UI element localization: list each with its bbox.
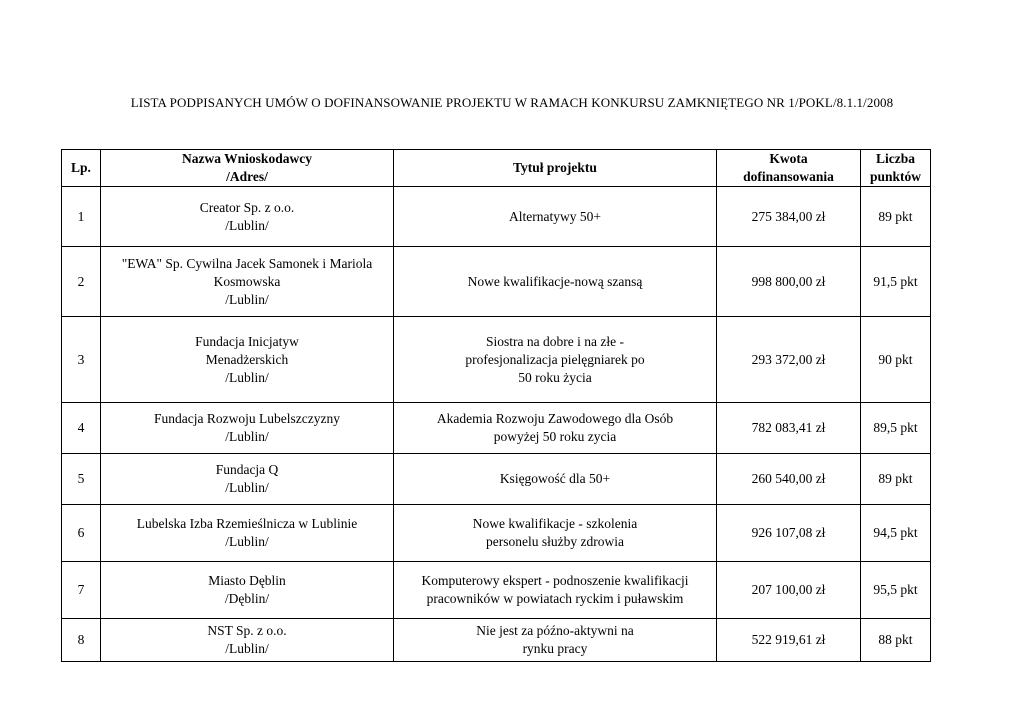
cell-applicant-line: /Lublin/ (225, 369, 269, 385)
cell-points: 95,5 pkt (861, 562, 931, 619)
cell-applicant-line: Menadżerskich (205, 351, 289, 367)
table-row (62, 187, 931, 247)
cell-amount: 926 107,08 zł (717, 505, 861, 562)
header-lp: Lp. (62, 150, 101, 187)
cell-amount: 998 800,00 zł (717, 247, 861, 317)
cell-project (394, 317, 717, 403)
cell-lp: 8 (62, 619, 101, 662)
cell-project (394, 187, 717, 247)
cell-project-line: Księgowość dla 50+ (499, 471, 611, 486)
header-applicant-line: /Adres/ (226, 169, 268, 184)
cell-amount: 275 384,00 zł (717, 187, 861, 247)
cell-applicant (101, 505, 394, 562)
cell-project (394, 403, 717, 454)
table-body (62, 187, 931, 662)
cell-amount: 782 083,41 zł (717, 403, 861, 454)
table-row (62, 247, 931, 317)
cell-applicant (101, 187, 394, 247)
cell-applicant-line: /Lublin/ (225, 291, 269, 307)
header-amount (717, 150, 861, 187)
header-points (861, 150, 931, 187)
table-row (62, 403, 931, 454)
cell-project (394, 562, 717, 619)
cell-lp: 7 (62, 562, 101, 619)
cell-applicant-line: /Lublin/ (225, 480, 269, 495)
table-row (62, 505, 931, 562)
header-applicant-line: Nazwa Wnioskodawcy (182, 151, 312, 166)
cell-points: 94,5 pkt (861, 505, 931, 562)
cell-project-line: Nowe kwalifikacje-nową szansą (467, 273, 643, 289)
cell-applicant-line: Miasto Dęblin (208, 573, 286, 588)
cell-applicant (101, 619, 394, 662)
cell-applicant (101, 562, 394, 619)
cell-amount: 260 540,00 zł (717, 454, 861, 505)
cell-project-line: pracowników w powiatach ryckim i puławskim (426, 591, 684, 606)
cell-project (394, 247, 717, 317)
table-row (62, 317, 931, 403)
cell-applicant-line: /Dęblin/ (224, 591, 270, 606)
cell-lp: 6 (62, 505, 101, 562)
cell-project-line: 50 roku życia (518, 369, 592, 385)
cell-amount: 522 919,61 zł (717, 619, 861, 662)
cell-applicant-line: "EWA" Sp. Cywilna Jacek Samonek i Mariola (121, 255, 373, 271)
cell-points: 91,5 pkt (861, 247, 931, 317)
cell-project (394, 619, 717, 662)
cell-applicant-line: Lubelska Izba Rzemieślnicza w Lublinie (136, 516, 358, 531)
header-points-line: punktów (869, 169, 922, 184)
cell-lp: 5 (62, 454, 101, 505)
cell-project (394, 454, 717, 505)
cell-applicant-line: Fundacja Q (215, 462, 279, 477)
header-amount-line: dofinansowania (743, 169, 834, 184)
cell-points: 89 pkt (861, 454, 931, 505)
table-row (62, 619, 931, 662)
cell-project-line: Nie jest za późno-aktywni na (476, 623, 634, 638)
header-applicant (101, 150, 394, 187)
cell-points: 90 pkt (861, 317, 931, 403)
cell-lp: 3 (62, 317, 101, 403)
signed-contracts-table (61, 149, 931, 662)
cell-applicant (101, 454, 394, 505)
cell-points: 89 pkt (861, 187, 931, 247)
cell-applicant-line: Fundacja Rozwoju Lubelszczyzny (154, 411, 340, 426)
cell-applicant (101, 317, 394, 403)
cell-project-line: powyżej 50 roku zycia (493, 429, 617, 444)
cell-project-line: rynku pracy (522, 641, 588, 656)
cell-project-line: Alternatywy 50+ (509, 208, 601, 224)
cell-project (394, 505, 717, 562)
table-header-row (62, 150, 931, 187)
cell-applicant-line: Fundacja Inicjatyw (195, 333, 299, 349)
cell-lp: 2 (62, 247, 101, 317)
cell-applicant-line: /Lublin/ (225, 217, 269, 233)
cell-project-line: Siostra na dobre i na złe - (486, 333, 624, 349)
cell-project-line: profesjonalizacja pielęgniarek po (465, 351, 645, 367)
cell-applicant (101, 403, 394, 454)
cell-lp: 4 (62, 403, 101, 454)
cell-project-line: personelu służby zdrowia (486, 534, 624, 549)
cell-applicant (101, 247, 394, 317)
cell-applicant-line: NST Sp. z o.o. (207, 623, 287, 638)
cell-applicant-line: Creator Sp. z o.o. (199, 199, 295, 215)
document-title: LISTA PODPISANYCH UMÓW O DOFINANSOWANIE PROJEKTU W RAMACH KONKURSU ZAMKNIĘTEGO NR 1/POKL/8.1.1/2008 (130, 95, 894, 110)
cell-amount: 207 100,00 zł (717, 562, 861, 619)
cell-applicant-line: Kosmowska (213, 273, 281, 289)
cell-project-line: Akademia Rozwoju Zawodowego dla Osób (436, 411, 674, 426)
header-points-line: Liczba (876, 151, 915, 166)
cell-lp: 1 (62, 187, 101, 247)
cell-amount: 293 372,00 zł (717, 317, 861, 403)
cell-project-line: Nowe kwalifikacje - szkolenia (472, 516, 638, 531)
cell-applicant-line: /Lublin/ (225, 641, 269, 656)
cell-points: 89,5 pkt (861, 403, 931, 454)
table-row (62, 454, 931, 505)
cell-points: 88 pkt (861, 619, 931, 662)
table-row (62, 562, 931, 619)
cell-project-line: Komputerowy ekspert - podnoszenie kwalifikacji (421, 573, 689, 588)
header-project: Tytuł projektu (394, 150, 717, 187)
cell-applicant-line: /Lublin/ (225, 429, 269, 444)
header-amount-line: Kwota (769, 151, 808, 166)
cell-applicant-line: /Lublin/ (225, 534, 269, 549)
